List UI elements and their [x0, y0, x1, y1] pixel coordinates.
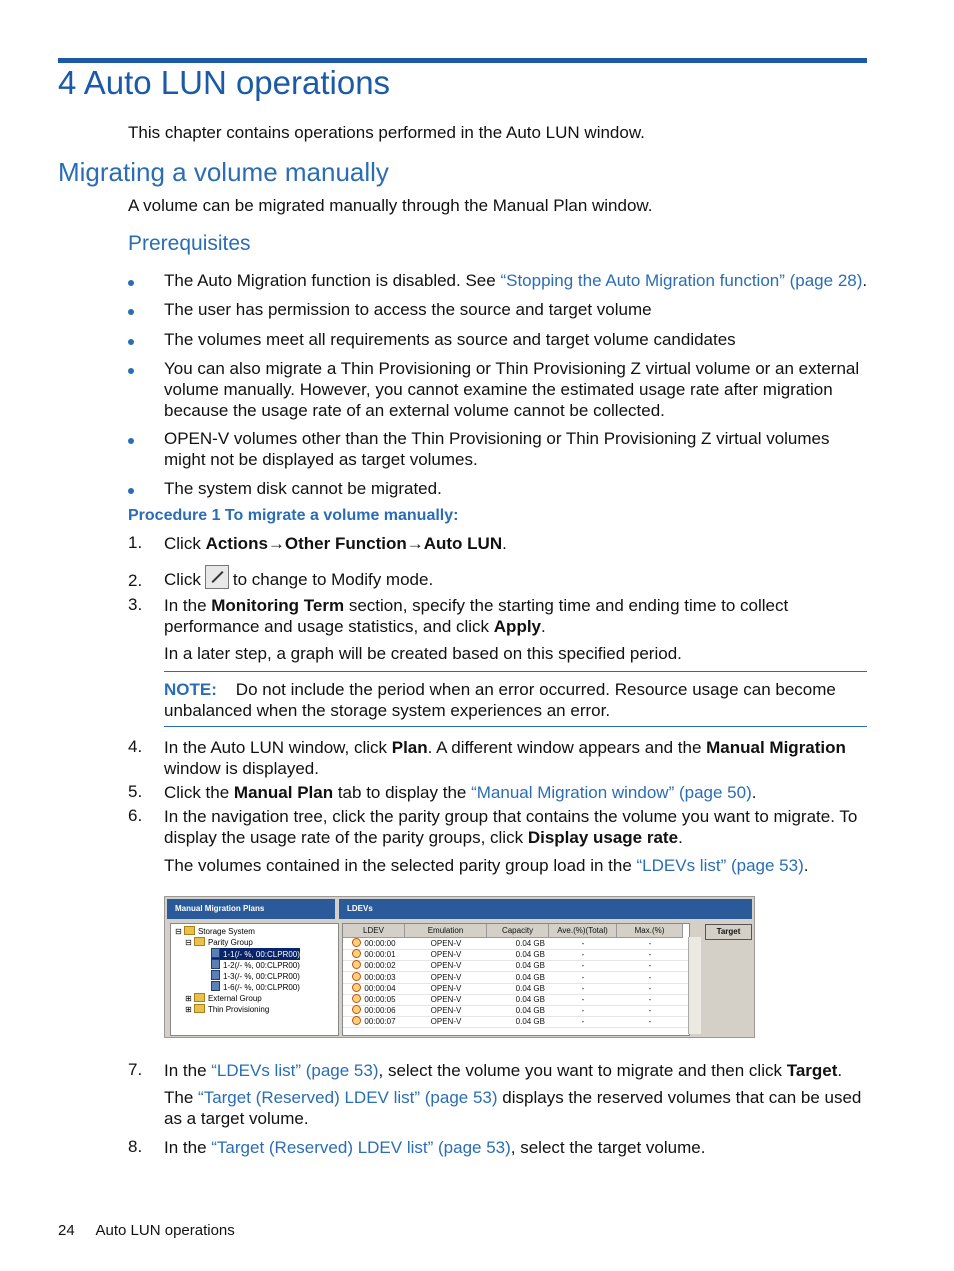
step-number: 2.	[128, 571, 143, 590]
folder-icon	[184, 926, 195, 935]
ldev-icon	[352, 994, 361, 1003]
step-number: 6.	[128, 806, 143, 825]
ldev-icon	[352, 938, 361, 947]
col-max-cell: -	[648, 972, 652, 982]
page-footer	[58, 1222, 235, 1239]
col-ldev-cell: 00:00:03	[343, 972, 405, 983]
ldev-icon	[352, 983, 361, 992]
target-ldev-list-link[interactable]: “Target (Reserved) LDEV list” (page 53)	[198, 1088, 498, 1107]
ldevs-list-link[interactable]: “LDEVs list” (page 53)	[636, 856, 804, 875]
col-capacity-cell: 0.04 GB	[515, 983, 545, 993]
tree-item-parity-1-1[interactable]: 1-1(/- %, 00:CLPR00)	[211, 948, 300, 960]
col-emulation-cell: OPEN-V	[430, 995, 462, 1004]
prereq-item-3: The volumes meet all requirements as source and target volume candidates	[164, 330, 736, 349]
col-emulation-cell: OPEN-V	[430, 950, 462, 960]
folder-icon	[194, 1004, 205, 1013]
ldev-icon	[352, 1005, 361, 1014]
col-ave-cell: -	[581, 983, 585, 993]
step-number: 4.	[128, 737, 143, 756]
bullet-icon	[128, 438, 134, 444]
section-intro: A volume can be migrated manually through the Manual Plan window.	[128, 196, 653, 215]
table-row[interactable]	[343, 1005, 689, 1017]
step-6: In the navigation tree, click the parity group that contains the volume you want to migrate. To display the usage rate of the parity groups, click Display usage rate.	[164, 807, 858, 847]
prereq-item-4: You can also migrate a Thin Provisioning or Thin Provisioning Z virtual volume or an external volume manually. However, you cannot examine the estimated usage rate after migration because the usage rate of an external volume cannot be collected.	[164, 359, 860, 420]
col-capacity-cell: 0.04 GB	[515, 1017, 545, 1027]
col-capacity-cell: 0.04 GB	[515, 950, 545, 960]
prereq-item-1: The Auto Migration function is disabled. See “Stopping the Auto Migration function” (page 28).	[164, 271, 868, 290]
prereq-item-6: The system disk cannot be migrated.	[164, 479, 442, 498]
col-max-header[interactable]: Max.(%)	[617, 924, 683, 938]
tree-item-external-group[interactable]: ⊞ External Group	[185, 994, 262, 1003]
bullet-icon	[128, 309, 134, 315]
step-3-detail: In a later step, a graph will be created based on this specified period.	[164, 644, 682, 663]
step-6-detail: The volumes contained in the selected parity group load in the “LDEVs list” (page 53).	[164, 856, 809, 875]
col-capacity-header[interactable]: Capacity	[487, 924, 549, 938]
tree-item-parity-group[interactable]: ⊟ Parity Group	[185, 938, 253, 947]
col-ave-cell: -	[581, 995, 585, 1004]
col-ldev-header[interactable]: LDEV	[343, 924, 405, 938]
note: NOTE: Do not include the period when an error occurred. Resource usage can become unbalanced when the storage system experiences an error.	[164, 680, 836, 720]
col-ldev-cell: 00:00:02	[343, 960, 405, 971]
table-row[interactable]	[343, 972, 689, 984]
col-emulation-cell: OPEN-V	[430, 939, 462, 948]
table-row[interactable]	[343, 960, 689, 972]
col-ldev-cell: 00:00:01	[343, 949, 405, 960]
table-row[interactable]	[343, 983, 689, 995]
step-number: 8.	[128, 1137, 143, 1156]
chapter-intro: This chapter contains operations performed in the Auto LUN window.	[128, 123, 645, 142]
page-number: 24	[58, 1222, 75, 1239]
target-ldev-list-link[interactable]: “Target (Reserved) LDEV list” (page 53)	[211, 1138, 511, 1157]
col-capacity-cell: 0.04 GB	[515, 972, 545, 982]
table-row[interactable]	[343, 1016, 689, 1028]
prereq-item-2: The user has permission to access the source and target volume	[164, 300, 652, 319]
tree-item-parity-1-6[interactable]: 1-6(/- %, 00:CLPR00)	[211, 981, 300, 993]
col-max-cell: -	[648, 983, 652, 993]
modify-mode-icon[interactable]	[205, 565, 229, 589]
col-emulation-cell: OPEN-V	[430, 961, 462, 971]
bullet-icon	[128, 339, 134, 345]
col-max-cell: -	[648, 961, 652, 971]
disk-icon	[211, 959, 220, 969]
tree-item-parity-1-3[interactable]: 1-3(/- %, 00:CLPR00)	[211, 970, 300, 982]
footer-label: Auto LUN operations	[95, 1222, 235, 1239]
tree-item-parity-1-2[interactable]: 1-2(/- %, 00:CLPR00)	[211, 959, 300, 971]
step-number: 3.	[128, 595, 143, 614]
ldev-icon	[352, 960, 361, 969]
ldevs-table	[342, 923, 690, 1036]
folder-icon	[194, 993, 205, 1002]
prerequisites-heading: Prerequisites	[128, 232, 251, 255]
col-ave-cell: -	[581, 1017, 585, 1027]
col-capacity-cell: 0.04 GB	[515, 961, 545, 971]
navigation-tree	[170, 923, 339, 1036]
folder-icon	[194, 937, 205, 946]
step-1: Click Actions→Other Function→Auto LUN.	[164, 534, 507, 553]
chapter-title: 4 Auto LUN operations	[58, 64, 391, 101]
col-max-cell: -	[648, 950, 652, 960]
col-ave-cell: -	[581, 939, 585, 948]
ldevs-list-link[interactable]: “LDEVs list” (page 53)	[211, 1061, 379, 1080]
step-3: In the Monitoring Term section, specify the starting time and ending time to collect performance and usage statistics, and click Apply.	[164, 596, 789, 636]
step-5: Click the Manual Plan tab to display the “Manual Migration window” (page 50).	[164, 783, 757, 802]
disk-icon	[211, 948, 220, 958]
col-ldev-cell: 00:00:04	[343, 983, 405, 994]
col-emulation-cell: OPEN-V	[430, 972, 462, 982]
target-button[interactable]: Target	[705, 924, 752, 940]
ldevs-header: LDEVs	[339, 899, 752, 919]
procedure-title: Procedure 1 To migrate a volume manually:	[128, 507, 459, 524]
ldev-icon	[352, 949, 361, 958]
col-emulation-cell: OPEN-V	[430, 1017, 462, 1027]
table-row[interactable]	[343, 949, 689, 961]
col-ldev-cell: 00:00:06	[343, 1005, 405, 1016]
disk-icon	[211, 981, 220, 991]
col-emulation-header[interactable]: Emulation	[405, 924, 487, 938]
col-ave-cell: -	[581, 972, 585, 982]
ldev-icon	[352, 1016, 361, 1025]
note-top-rule	[164, 671, 867, 672]
manual-migration-plans-header: Manual Migration Plans	[167, 899, 335, 919]
tree-item-storage-system[interactable]: ⊟ Storage System	[175, 927, 255, 936]
col-capacity-cell: 0.04 GB	[515, 995, 545, 1004]
step-number: 7.	[128, 1060, 143, 1079]
stop-auto-migration-link[interactable]: “Stopping the Auto Migration function” (page 28)	[500, 271, 863, 290]
prereq-item-5: OPEN-V volumes other than the Thin Provisioning or Thin Provisioning Z virtual volumes might not be displayed as target volumes.	[164, 429, 830, 469]
bullet-icon	[128, 280, 134, 286]
bullet-icon	[128, 368, 134, 374]
table-row[interactable]	[343, 938, 689, 950]
col-capacity-cell: 0.04 GB	[515, 939, 545, 948]
step-7-detail: The “Target (Reserved) LDEV list” (page 53) displays the reserved volumes that can be used as a target volume.	[164, 1088, 862, 1128]
col-capacity-cell: 0.04 GB	[515, 1006, 545, 1016]
col-ave-cell: -	[581, 1006, 585, 1016]
step-2: Click to change to Modify mode.	[164, 565, 869, 595]
step-number: 1.	[128, 533, 143, 552]
ldev-icon	[352, 972, 361, 981]
col-emulation-cell: OPEN-V	[430, 1006, 462, 1016]
manual-migration-screenshot	[164, 896, 755, 1038]
chapter-rule	[58, 58, 867, 63]
col-max-cell: -	[648, 1006, 652, 1016]
col-ave-cell: -	[581, 950, 585, 960]
col-emulation-cell: OPEN-V	[430, 983, 462, 993]
col-ldev-cell: 00:00:07	[343, 1016, 405, 1027]
col-ave-cell: -	[581, 961, 585, 971]
bullet-icon	[128, 488, 134, 494]
section-title: Migrating a volume manually	[58, 157, 389, 187]
disk-icon	[211, 970, 220, 980]
col-ldev-cell: 00:00:05	[343, 994, 405, 1005]
col-max-cell: -	[648, 939, 652, 948]
step-8: In the “Target (Reserved) LDEV list” (page 53), select the target volume.	[164, 1138, 706, 1157]
step-number: 5.	[128, 782, 143, 801]
step-4: In the Auto LUN window, click Plan. A different window appears and the Manual Migration window is displayed.	[164, 738, 846, 778]
ldevs-scrollbar[interactable]	[688, 937, 701, 1034]
note-bottom-rule	[164, 726, 867, 727]
col-ldev-cell: 00:00:00	[343, 938, 405, 949]
manual-migration-window-link[interactable]: “Manual Migration window” (page 50)	[471, 783, 752, 802]
step-7: In the “LDEVs list” (page 53), select the volume you want to migrate and then click Target.	[164, 1061, 843, 1080]
col-max-cell: -	[648, 1017, 652, 1027]
col-ave-header[interactable]: Ave.(%)(Total)	[549, 924, 617, 938]
table-row[interactable]	[343, 994, 689, 1006]
col-max-cell: -	[648, 995, 652, 1004]
tree-item-thin-provisioning[interactable]: ⊞ Thin Provisioning	[185, 1005, 270, 1014]
